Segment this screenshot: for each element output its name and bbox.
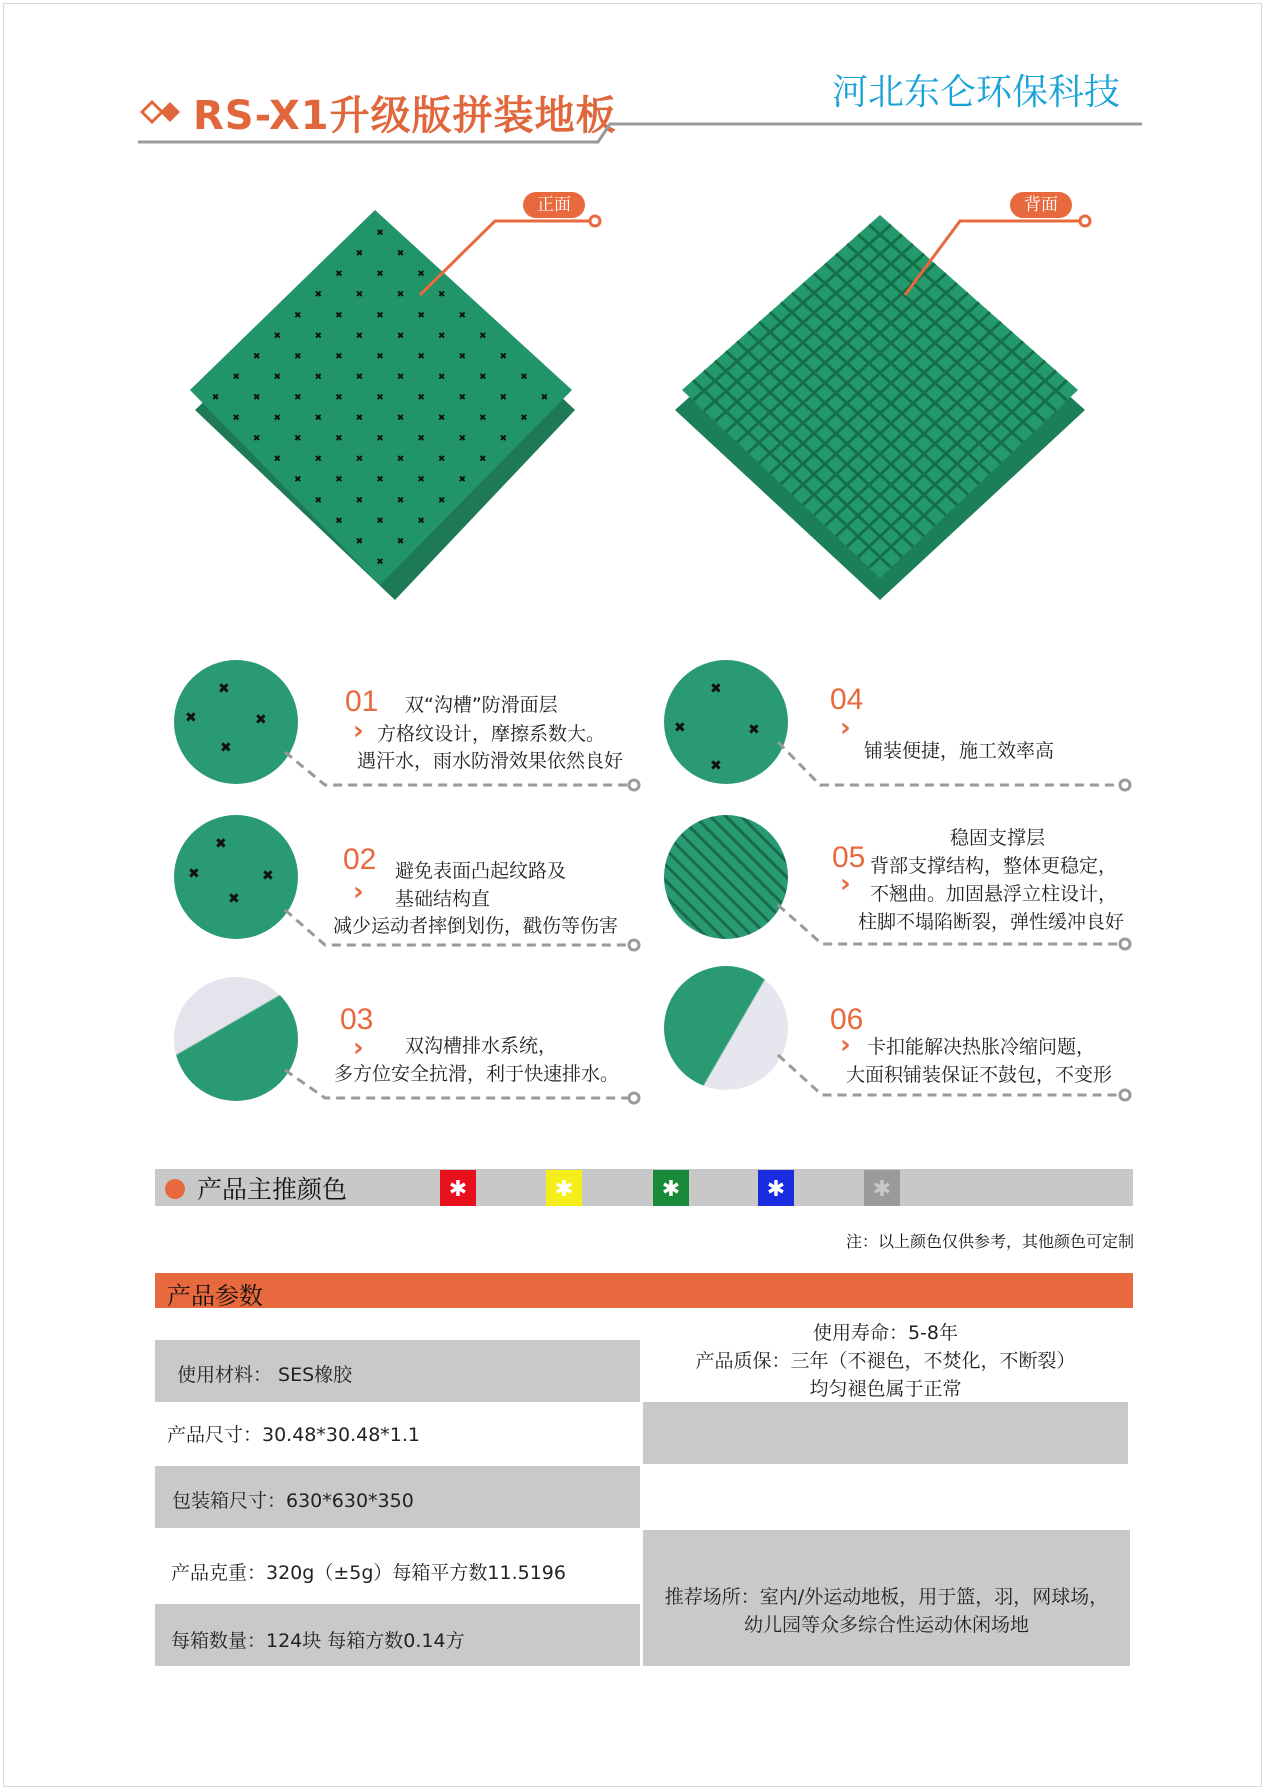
feature-02-line2: 基础结构直 [395, 888, 491, 910]
tile-dot: ✖ [376, 351, 384, 362]
tile-dot: ✖ [355, 413, 364, 424]
param-weight: 产品克重：320g（±5g）每箱平方数11.5196 [171, 1562, 566, 1584]
param-warranty: 产品质保：三年（不褪色，不焚化，不断裂） [695, 1350, 1076, 1372]
svg-text:✖: ✖ [218, 681, 230, 697]
tile-dot: ✖ [499, 434, 508, 445]
param-life: 使用寿命：5-8年 [812, 1322, 959, 1344]
color-note: 注：以上颜色仅供参考，其他颜色可定制 [845, 1232, 1134, 1251]
tile-dot: ✖ [294, 434, 302, 445]
tile-dot: ✖ [314, 413, 323, 424]
tile-dot: ✖ [335, 434, 343, 445]
tile-dot: ✖ [396, 249, 405, 260]
feature-03-line2: 多方位安全抗滑，利于快速排水。 [334, 1063, 620, 1085]
feature-01-line3: 遇汗水，雨水防滑效果依然良好 [357, 750, 624, 772]
tile-dot: ✖ [376, 557, 384, 568]
tile-dot: ✖ [396, 495, 405, 506]
chevron-right-icon: › [840, 869, 851, 899]
feature-06-line2: 大面积铺装保证不鼓包，不变形 [846, 1064, 1113, 1086]
tile-dot: ✖ [417, 393, 425, 403]
tile-dot: ✖ [314, 372, 323, 383]
back-label-tag: 背面 [1010, 192, 1072, 218]
tile-dot: ✖ [294, 351, 302, 362]
tile-dot: ✖ [499, 351, 508, 362]
tile-dot: ✖ [314, 290, 323, 301]
color-swatch-blue [758, 1170, 794, 1206]
svg-text:✖: ✖ [220, 740, 232, 756]
param-material-cell [155, 1340, 640, 1402]
tile-dot: ✖ [540, 393, 549, 403]
feature-05-line1: 稳固支撑层 [950, 827, 1046, 849]
tile-dot: ✖ [520, 413, 528, 424]
tile-dot: ✖ [294, 475, 302, 486]
color-swatch-green [653, 1170, 689, 1206]
tile-dot: ✖ [417, 516, 425, 527]
tile-dot: ✖ [396, 331, 405, 342]
tile-dot: ✖ [499, 393, 508, 403]
svg-text:✖: ✖ [185, 710, 197, 726]
tile-dot: ✖ [396, 536, 405, 547]
tile-dot: ✖ [232, 413, 240, 424]
tile-dot: ✖ [355, 454, 364, 465]
feature-03-line1: 双沟槽排水系统， [405, 1035, 558, 1057]
feature-05-number: 05 [832, 841, 866, 874]
tile-dot: ✖ [376, 475, 384, 486]
tile-dot: ✖ [335, 351, 343, 362]
feature-05-line3: 不翘曲。加固悬浮立柱设计， [870, 883, 1118, 905]
param-venue-line2: 幼儿园等众多综合性运动休闲场地 [743, 1614, 1029, 1636]
tile-dot: ✖ [376, 434, 384, 445]
tile-dot: ✖ [252, 351, 261, 362]
svg-text:✖: ✖ [748, 722, 760, 738]
param-size: 产品尺寸：30.48*30.48*1.1 [167, 1424, 421, 1446]
tile-dot: ✖ [355, 331, 364, 342]
chevron-right-icon: › [353, 716, 364, 746]
param-blank-gray-cell [643, 1402, 1128, 1464]
tile-dot: ✖ [417, 310, 425, 321]
tile-dot: ✖ [273, 413, 281, 424]
tile-dot: ✖ [437, 495, 446, 506]
tile-dot: ✖ [376, 228, 384, 239]
tile-dot: ✖ [232, 372, 240, 383]
tile-dot: ✖ [294, 393, 302, 403]
tile-dot: ✖ [479, 331, 487, 342]
feature-01-line2: 方格纹设计，摩擦系数大。 [377, 723, 606, 745]
tile-dot: ✖ [417, 475, 425, 486]
tile-dot: ✖ [376, 310, 384, 321]
svg-text:✖: ✖ [188, 866, 200, 882]
tile-dot: ✖ [273, 331, 281, 342]
tile-dot: ✖ [376, 393, 384, 403]
tile-dot: ✖ [437, 413, 446, 424]
feature-06-line1: 卡扣能解决热胀冷缩问题， [867, 1036, 1096, 1058]
tile-dot: ✖ [335, 516, 343, 527]
tile-dot: ✖ [417, 351, 425, 362]
param-material: 使用材料： SES橡胶 [177, 1364, 353, 1386]
svg-text:✱: ✱ [766, 1177, 786, 1202]
tile-dot: ✖ [355, 495, 364, 506]
feature-05-line4: 柱脚不塌陷断裂，弹性缓冲良好 [858, 911, 1125, 933]
feature-04-line1: 铺装便捷，施工效率高 [864, 740, 1055, 762]
tile-dot: ✖ [294, 310, 302, 321]
page-title: RS-X1升级版拼装地板 [193, 93, 617, 139]
param-fade-note: 均匀褪色属于正常 [809, 1378, 962, 1400]
param-size-cell [155, 1402, 640, 1464]
tile-dot: ✖ [355, 249, 364, 260]
tile-dot: ✖ [479, 372, 487, 383]
param-quantity: 每箱数量：124块 每箱方数0.14方 [171, 1630, 465, 1652]
tile-dot: ✖ [437, 454, 446, 465]
feature-02-number: 02 [343, 843, 377, 876]
tile-dot: ✖ [396, 454, 405, 465]
tile-dot: ✖ [437, 290, 446, 301]
tile-dot: ✖ [458, 475, 466, 486]
tile-dot: ✖ [376, 516, 384, 527]
color-swatch-red [440, 1170, 476, 1206]
svg-text:✖: ✖ [674, 720, 686, 736]
tile-dot: ✖ [335, 310, 343, 321]
tile-dot: ✖ [314, 495, 323, 506]
svg-text:✱: ✱ [872, 1177, 892, 1202]
feature-01-line1: 双“沟槽”防滑面层 [405, 694, 558, 716]
tile-dot: ✖ [458, 393, 466, 403]
tile-dot: ✖ [314, 454, 323, 465]
svg-text:✖: ✖ [228, 891, 240, 907]
tile-dot: ✖ [355, 290, 364, 301]
color-swatch-yellow [546, 1170, 582, 1206]
tile-dot: ✖ [355, 372, 364, 383]
chevron-right-icon: › [353, 1033, 364, 1063]
chevron-right-icon: › [840, 1030, 851, 1060]
svg-text:✖: ✖ [215, 836, 227, 852]
tile-dot: ✖ [437, 372, 446, 383]
company-name: 河北东仑环保科技 [832, 72, 1121, 113]
tile-dot: ✖ [211, 393, 220, 403]
tile-dot: ✖ [396, 413, 405, 424]
param-box-size: 包装箱尺寸：630*630*350 [172, 1490, 414, 1512]
color-section-title: 产品主推颜色 [197, 1175, 348, 1204]
tile-dot: ✖ [252, 434, 261, 445]
svg-text:✖: ✖ [262, 868, 274, 884]
chevron-right-icon: › [353, 877, 364, 907]
tile-dot: ✖ [273, 372, 281, 383]
feature-02-line1: 避免表面凸起纹路及 [395, 860, 567, 882]
feature-02-line3: 减少运动者摔倒划伤，戳伤等伤害 [333, 915, 619, 937]
svg-text:✱: ✱ [554, 1177, 574, 1202]
param-venue-line1: 推荐场所：室内/外运动地板，用于篮，羽，网球场， [664, 1586, 1109, 1608]
svg-text:✱: ✱ [448, 1177, 468, 1202]
param-quantity-cell [155, 1604, 640, 1666]
tile-dot: ✖ [437, 331, 446, 342]
param-box-cell [155, 1466, 640, 1528]
tile-dot: ✖ [314, 331, 323, 342]
param-weight-cell [155, 1528, 640, 1603]
feature-06-number: 06 [830, 1003, 864, 1036]
tile-dot: ✖ [458, 310, 466, 321]
params-section-title: 产品参数 [167, 1282, 263, 1310]
tile-dot: ✖ [335, 475, 343, 486]
bullet-dot-icon [165, 1179, 185, 1199]
tile-dot: ✖ [479, 454, 487, 465]
tile-dot: ✖ [335, 393, 343, 403]
feature-05-line2: 背部支撑结构，整体更稳定， [870, 855, 1118, 877]
tile-dot: ✖ [355, 536, 364, 547]
feature-04-number: 04 [830, 683, 864, 716]
tile-dot: ✖ [335, 269, 343, 280]
tile-dot: ✖ [273, 454, 281, 465]
front-label-tag: 正面 [523, 192, 585, 218]
svg-text:✖: ✖ [710, 758, 722, 774]
tile-dot: ✖ [458, 434, 466, 445]
svg-text:✱: ✱ [661, 1177, 681, 1202]
svg-text:✖: ✖ [710, 681, 722, 697]
feature-03-number: 03 [340, 1003, 374, 1036]
feature-01-number: 01 [345, 685, 379, 718]
color-swatch-gray [864, 1170, 900, 1206]
params-section-bar [155, 1273, 1133, 1308]
tile-dot: ✖ [396, 372, 405, 383]
tile-dot: ✖ [417, 269, 425, 280]
tile-dot: ✖ [417, 434, 425, 445]
tile-dot: ✖ [252, 393, 261, 403]
chevron-right-icon: › [840, 713, 851, 743]
tile-dot: ✖ [458, 351, 466, 362]
svg-text:✖: ✖ [255, 712, 267, 728]
tile-dot: ✖ [376, 269, 384, 280]
tile-dot: ✖ [520, 372, 528, 383]
tile-dot: ✖ [396, 290, 405, 301]
tile-dot: ✖ [479, 413, 487, 424]
